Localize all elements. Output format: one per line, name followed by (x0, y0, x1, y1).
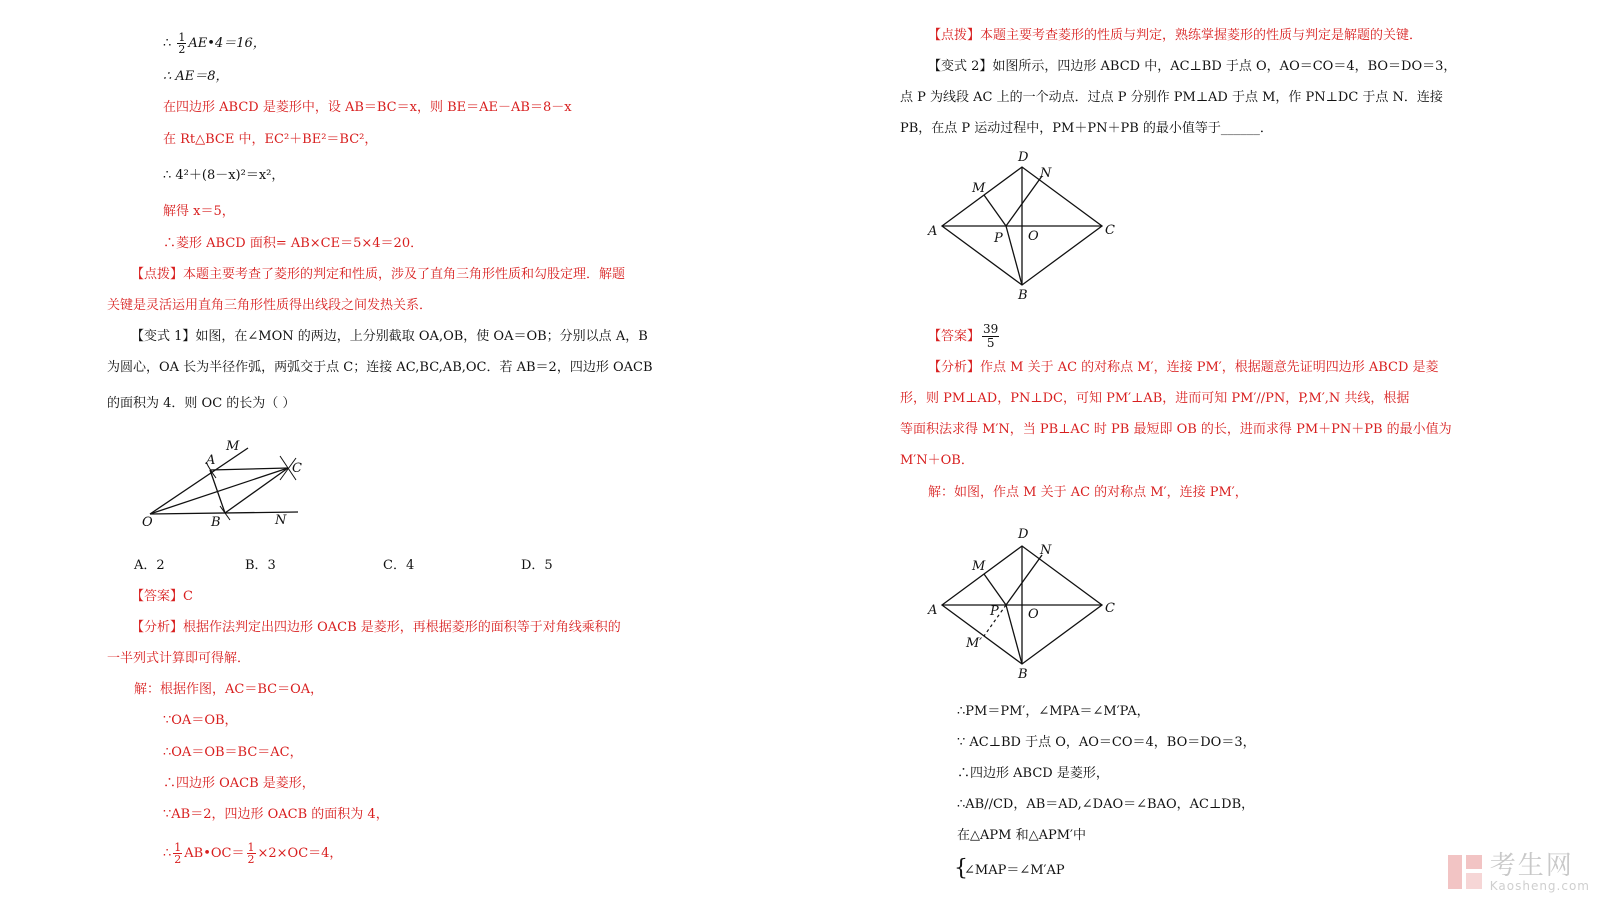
watermark-cn: 考生网 (1489, 851, 1574, 881)
f1-label-o: O (1028, 229, 1039, 244)
choice-c: C．4 (383, 558, 415, 573)
solution-text-5: ∵AB＝2，四边形 OACB 的面积为 4， (163, 807, 389, 822)
variant2-text-1: 【变式 2】如图所示，四边形 ABCD 中，AC⊥BD 于点 O，AO＝CO＝4，BO＝DO＝3， (928, 59, 1457, 74)
watermark-logo-icon (1446, 853, 1484, 891)
variant1-text-1: 【变式 1】如图，在∠MON 的两边，上分别截取 OA,OB，使 OA＝OB；分别以点 A，B (131, 329, 648, 344)
f2-label-n: N (1040, 543, 1052, 558)
label-m: M (226, 439, 240, 454)
variant1-text-3: 的面积为 4．则 OC 的长为（ ） (107, 396, 296, 411)
tip-text-1: 【点拨】本题主要考查了菱形的判定和性质，涉及了直角三角形性质和勾股定理．解题 (131, 267, 626, 282)
f2-label-c: C (1105, 601, 1115, 616)
analysis-right-3: 等面积法求得 M′N，当 PB⊥AC 时 PB 最短即 OB 的长，进而求得 PM＋PN＋PB 的最小值为 (900, 422, 1452, 437)
label-a: A (206, 453, 216, 468)
f2-label-b: B (1018, 667, 1028, 682)
line-rt-bce: 在 Rt△BCE 中，EC²＋BE²＝BC²， (163, 132, 378, 147)
f1-label-a: A (928, 224, 938, 239)
brace-symbol: { (954, 856, 968, 881)
watermark (1446, 852, 1590, 892)
choice-d: D．5 (521, 558, 553, 573)
f2-label-p: P (990, 604, 999, 619)
f2-label-mprime: M′ (966, 636, 983, 651)
f1-label-m: M (972, 181, 986, 196)
label-c: C (292, 461, 302, 476)
proof-line-5: 在△APM 和△APM′中 (957, 828, 1086, 843)
label-b: B (211, 515, 221, 530)
proof-line-1: ∴PM＝PM′，∠MPA＝∠M′PA， (957, 704, 1150, 719)
line-ae: ∴ AE＝8， (163, 69, 229, 84)
analysis-right-4: M′N＋OB． (900, 453, 974, 468)
solution-text-6: ∴ $\frac{1}{2}$ AB•OC＝ $\frac{1}{2}$ ×2×OC＝4， (163, 841, 343, 866)
solution-text-4: ∴四边形 OACB 是菱形， (163, 776, 315, 791)
proof-line-6: ∠MAP＝∠M′AP (964, 863, 1065, 878)
label-n: N (275, 513, 287, 528)
f1-label-c: C (1105, 223, 1115, 238)
label-o: O (142, 515, 153, 530)
variant2-text-3: PB，在点 P 运动过程中，PM＋PN＋PB 的最小值等于______． (900, 121, 1273, 136)
tip-text-right: 【点拨】本题主要考查菱形的性质与判定，熟练掌握菱形的性质与判定是解题的关键． (928, 28, 1423, 43)
analysis-text-1: 【分析】根据作法判定出四边形 OACB 是菱形，再根据菱形的面积等于对角线乘积的 (131, 620, 621, 635)
analysis-right-1: 【分析】作点 M 关于 AC 的对称点 M′，连接 PM′，根据题意先证明四边形 ABCD 是菱 (928, 360, 1439, 375)
analysis-text-2: 一半列式计算即可得解． (107, 651, 251, 666)
line-area-eq: ∴ $\frac{1}{2}$ AE•4＝16， (163, 31, 266, 56)
f1-label-d: D (1018, 150, 1029, 165)
line-equation: ∴ 4²＋(8－x)²＝x²， (163, 168, 285, 183)
variant1-text-2: 为圆心，OA 长为半径作弧，两弧交于点 C；连接 AC,BC,AB,OC．若 AB＝2，四边形 OACB (107, 360, 653, 375)
proof-line-2: ∵ AC⊥BD 于点 O，AO＝CO＝4，BO＝DO＝3， (957, 735, 1256, 750)
answer-text: 【答案】C (131, 589, 193, 604)
variant2-text-2: 点 P 为线段 AC 上的一个动点．过点 P 分别作 PM⊥AD 于点 M，作 PN⊥DC 于点 N．连接 (900, 90, 1443, 105)
figure-angle-mon (130, 430, 330, 530)
answer-right: 【答案】 $\frac{39}{5}$ (928, 322, 999, 350)
solution-right-1: 解：如图，作点 M 关于 AC 的对称点 M′，连接 PM′， (928, 485, 1248, 500)
proof-line-4: ∴AB//CD，AB＝AD,∠DAO＝∠BAO，AC⊥DB， (957, 797, 1255, 812)
f1-label-p: P (994, 231, 1003, 246)
solution-text-1: 解：根据作图，AC＝BC＝OA， (134, 682, 324, 697)
f1-label-n: N (1040, 166, 1052, 181)
f2-label-o: O (1028, 607, 1039, 622)
watermark-en: Kaosheng.com (1489, 879, 1590, 893)
f1-label-b: B (1018, 288, 1028, 303)
solution-text-2: ∵OA＝OB， (163, 713, 238, 728)
f2-label-d: D (1018, 527, 1029, 542)
analysis-right-2: 形，则 PM⊥AD，PN⊥DC，可知 PM′⊥AB，进而可知 PM′//PN，P,M′,N 共线，根据 (900, 391, 1410, 406)
solution-text-3: ∴OA＝OB＝BC＝AC， (163, 745, 303, 760)
tip-text-2: 关键是灵活运用直角三角形性质得出线段之间发热关系． (107, 298, 433, 313)
figure-rhombus-2 (920, 520, 1130, 685)
line-area-result: ∴菱形 ABCD 面积= AB×CE＝5×4＝20． (163, 236, 424, 251)
line-set-x: 在四边形 ABCD 是菱形中，设 AB＝BC＝x，则 BE＝AE－AB＝8－x (163, 100, 572, 115)
f2-label-a: A (928, 603, 938, 618)
figure-rhombus-1 (920, 145, 1130, 305)
line-solve: 解得 x＝5， (163, 204, 235, 219)
proof-line-3: ∴四边形 ABCD 是菱形， (957, 766, 1109, 781)
choice-b: B．3 (245, 558, 276, 573)
f2-label-m: M (972, 559, 986, 574)
choice-a: A．2 (134, 558, 165, 573)
